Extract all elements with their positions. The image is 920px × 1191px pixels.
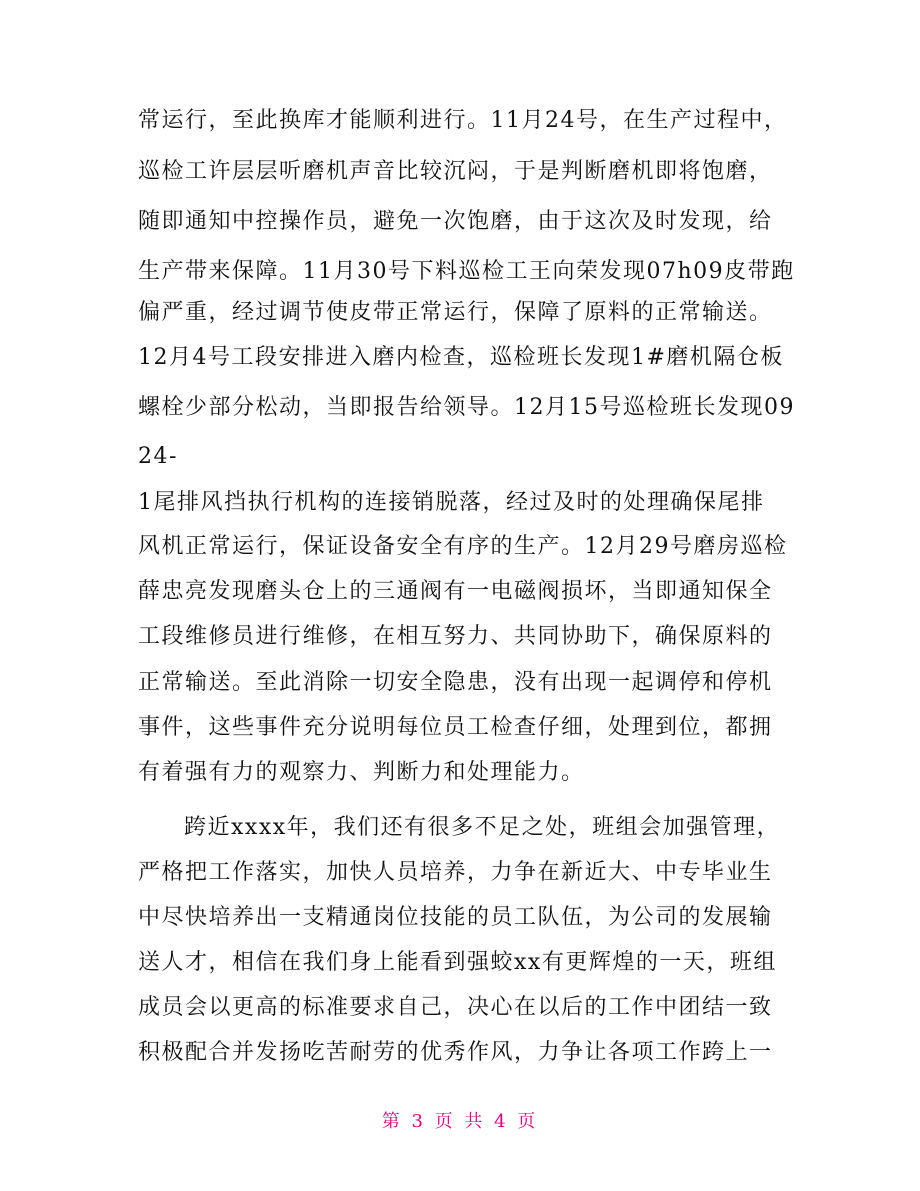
page-number-footer: 第 3 页 共 4 页	[381, 1111, 539, 1132]
body-line: 偏严重，经过调节使皮带正常运行，保障了原料的正常输送。	[138, 300, 773, 325]
body-line: 积极配合并发扬吃苦耐劳的优秀作风，力争让各项工作跨上一	[138, 1040, 773, 1065]
body-line: 工段维修员进行维修，在相互努力、共同协助下，确保原料的	[138, 624, 773, 649]
body-line: 螺栓少部分松动，当即报告给领导。12月15号巡检班长发现09	[138, 395, 795, 420]
body-line: 巡检工许层层听磨机声音比较沉闷，于是判断磨机即将饱磨，	[138, 159, 773, 184]
body-line: 风机正常运行，保证设备安全有序的生产。12月29号磨房巡检	[138, 534, 788, 559]
body-line: 薛忠亮发现磨头仓上的三通阀有一电磁阀损坏，当即通知保全	[138, 579, 773, 604]
body-line: 24-	[138, 444, 178, 469]
body-line: 事件，这些事件充分说明每位员工检查仔细，处理到位，都拥	[138, 715, 773, 740]
body-line: 1尾排风挡执行机构的连接销脱落，经过及时的处理确保尾排	[138, 490, 765, 515]
body-line: 成员会以更高的标准要求自己，决心在以后的工作中团结一致	[138, 995, 773, 1020]
body-line: 常运行，至此换库才能顺利进行。11月24号，在生产过程中，	[138, 108, 788, 133]
paragraph-first-line: 跨近xxxx年，我们还有很多不足之处，班组会加强管理，	[184, 815, 781, 840]
body-line: 严格把工作落实，加快人员培养，力争在新近大、中专毕业生	[138, 860, 773, 885]
body-line: 中尽快培养出一支精通岗位技能的员工队伍，为公司的发展输	[138, 905, 773, 930]
body-line: 有着强有力的观察力、判断力和处理能力。	[138, 760, 585, 785]
body-line: 12月4号工段安排进入磨内检查，巡检班长发现1#磨机隔仓板	[138, 345, 784, 370]
body-line: 生产带来保障。11月30号下料巡检工王向荣发现07h09皮带跑	[138, 259, 795, 284]
body-line: 正常输送。至此消除一切安全隐患，没有出现一起调停和停机	[138, 670, 773, 695]
body-line: 送人才，相信在我们身上能看到强蛟xx有更辉煌的一天，班组	[138, 950, 777, 975]
body-line: 随即通知中控操作员，避免一次饱磨，由于这次及时发现，给	[138, 209, 773, 234]
